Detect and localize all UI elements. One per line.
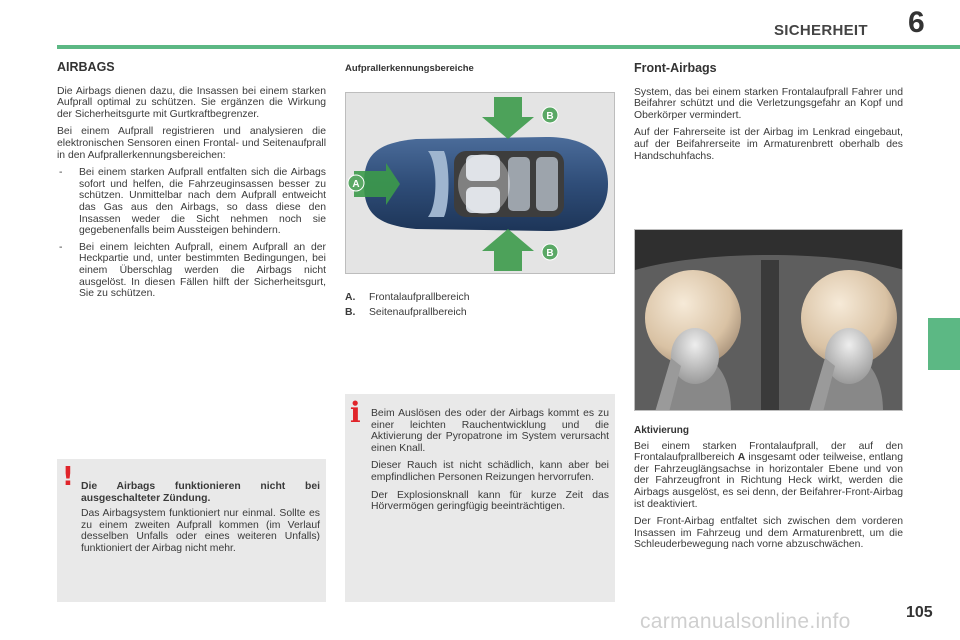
front-airbags-location: Auf der Fahrerseite ist der Airbag im Lenkrad eingebaut, auf der Beifahrerseite im Armaturenbrett oberhalb des Handschuhfachs. — [634, 127, 903, 162]
info-p3: Der Explosionsknall kann für kurze Zeit das Hörvermögen geringfügig beeinträchtigen. — [371, 489, 609, 513]
front-airbags-heading: Front-Airbags — [634, 61, 717, 75]
label-a-marker — [348, 175, 364, 191]
airbags-heading: AIRBAGS — [57, 60, 115, 74]
chapter-tab — [928, 318, 960, 370]
activation-section — [634, 425, 903, 557]
info-p2: Dieser Rauch ist nicht schädlich, kann aber bei empfindlichen Personen Reizungen hervorrufen. — [371, 460, 609, 483]
airbags-intro: Die Airbags dienen dazu, die Insassen bei einem starken Aufprall optimal zu schützen. Sie ergänzen die Wirkung der Sicherheitsgurte mit Gurtkraftbegrenzer. — [57, 85, 326, 120]
label-b-top: B — [546, 111, 554, 122]
warning-title: Die Airbags funktionieren nicht bei ausgeschalteter Zündung. — [81, 481, 320, 504]
header-divider — [57, 45, 960, 49]
figure-legend — [345, 290, 470, 320]
label-b-top-marker — [542, 107, 558, 123]
activation-p1: Bei einem starken Frontalaufprall, der auf den Frontalaufprallbereich A insgesamt oder teilweise, entlang der Fahrzeuglängsachse in horizontaler Ebene und von der Fahrzeugfront in Richtung Heck wirkt, werden die Airbags ausgelöst, es sei denn, der Beifahrer-Front-Airbag ist deaktiviert. — [634, 440, 903, 510]
page-number: 105 — [906, 604, 933, 621]
activation-heading: Aktivierung — [634, 425, 690, 436]
legend-item: A. Frontalaufprallbereich — [345, 292, 470, 303]
list-item: - Bei einem leichten Aufprall, einem Aufprall an der Heckpartie und, unter bestimmten Bedingungen, bei einem Überschlag werden die Airbags nicht ausgelöst. In diesen Fällen hilft der Sicherheitsgurt, Sie zu schützen. — [59, 241, 326, 300]
label-a: A — [352, 179, 360, 190]
warning-body: Das Airbagsystem funktioniert nur einmal. Sollte es zu einem zweiten Aufprall kommen (im Verlauf desselben Unfalls oder eines weiteren Unfalls) funktioniert der Airbag nicht mehr. — [81, 508, 320, 554]
legend-item: B. Seitenaufprallbereich — [345, 307, 467, 318]
label-b-bottom-marker — [542, 244, 558, 260]
warning-icon: ! — [62, 462, 74, 492]
info-box — [345, 394, 615, 602]
front-airbag-photo — [634, 229, 903, 411]
impact-zones-figure — [345, 92, 615, 274]
info-p1: Beim Auslösen des oder der Airbags kommt es zu einer leichten Rauchentwicklung und die Aktivierung der Pyropatrone im System verursacht einen Knall. — [371, 408, 609, 454]
car-topview-illustration — [346, 93, 615, 274]
chapter-number: 6 — [908, 6, 925, 39]
info-icon: i — [350, 396, 361, 429]
label-b-bottom: B — [546, 248, 554, 259]
airbags-sensors: Bei einem Aufprall registrieren und analysieren die elektronischen Sensoren einen Frontal- und Seitenaufprall in den Aufprallerkennungsbereichen: — [57, 126, 326, 161]
warning-box — [57, 459, 326, 602]
column-front-airbags — [634, 63, 903, 168]
front-airbags-intro: System, das bei einem starken Frontalaufprall Fahrer und Beifahrer schützt und die Verletzungsgefahr an Kopf und Oberkörper vermindert. — [634, 86, 903, 121]
list-item: - Bei einem starken Aufprall entfalten sich die Airbags sofort und helfen, die Fahrzeuginsassen besser zu schützen. Unmittelbar nach dem Aufprall entweicht das Gas aus den Airbags, so dass diese den Insassen weder die Sicht nehmen noch sie gegebenenfalls beim Aussteigen behindern. — [59, 167, 326, 237]
activation-p2: Der Front-Airbag entfaltet sich zwischen dem vorderen Insassen im Fahrzeug und dem Armaturenbrett, um die Schleuderbewegung nach vorne abzuschwächen. — [634, 516, 903, 551]
watermark: carmanualsonline.info — [640, 610, 851, 633]
section-title: SICHERHEIT — [774, 22, 868, 39]
deployed-airbags-illustration — [635, 230, 903, 411]
column-airbags — [57, 62, 326, 305]
figure-heading: Aufprallerkennungsbereiche — [345, 63, 474, 74]
airbag-behavior-list — [57, 167, 326, 300]
